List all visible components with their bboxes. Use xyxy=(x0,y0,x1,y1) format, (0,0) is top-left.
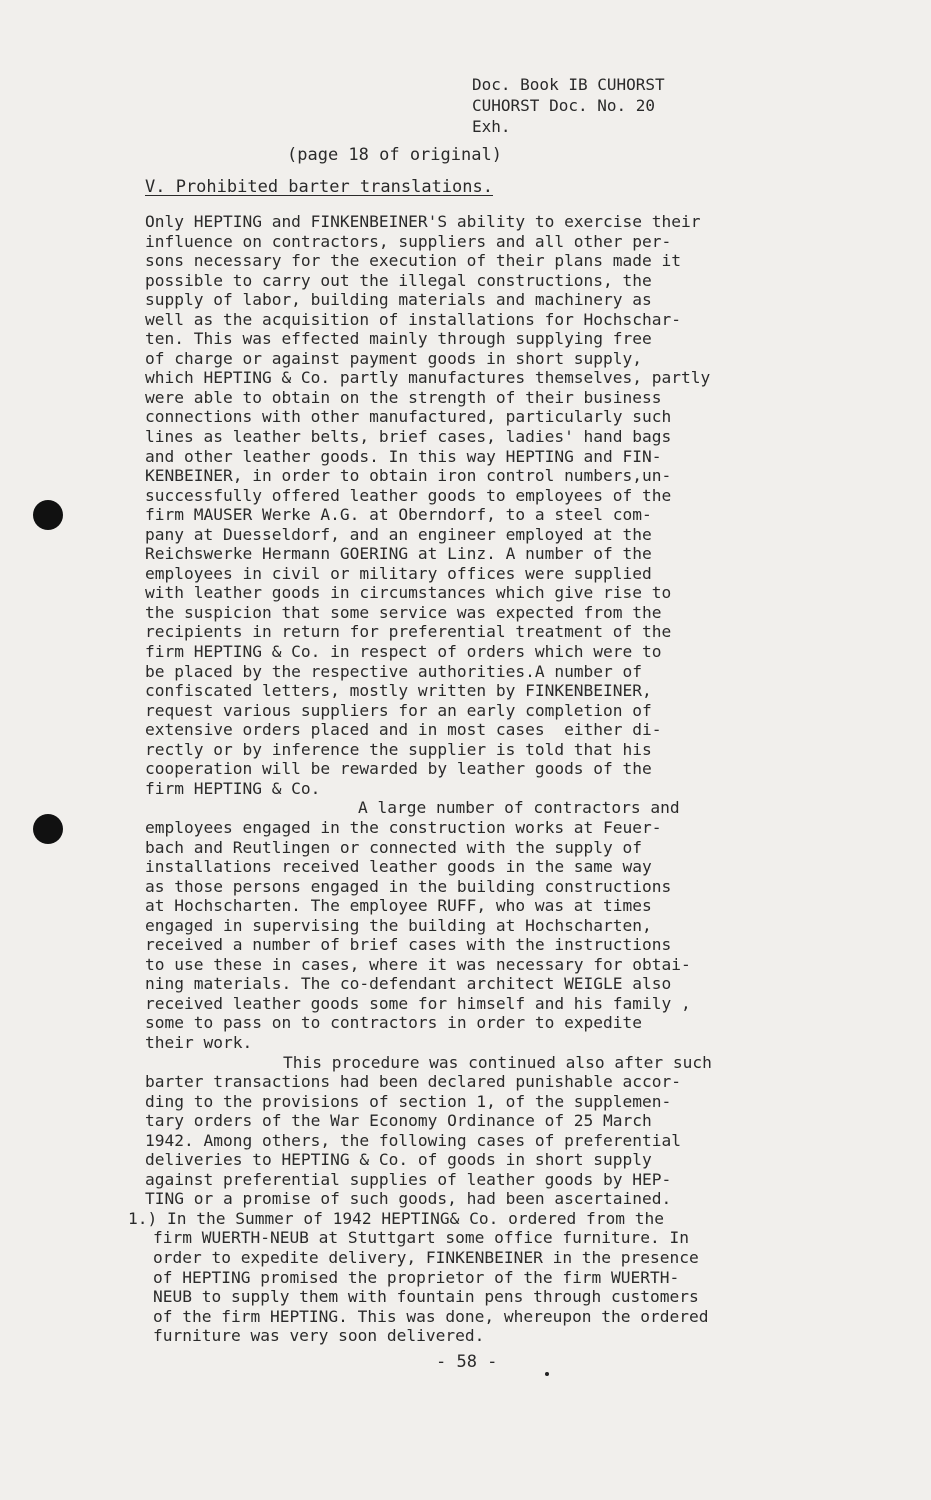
text-line: This procedure was continued also after such xyxy=(283,1052,712,1072)
text-line: engaged in supervising the building at Hochscharten, xyxy=(145,915,652,935)
text-line: barter transactions had been declared punishable accor- xyxy=(145,1072,682,1092)
text-line: pany at Duesseldorf, and an engineer employed at the xyxy=(145,524,652,544)
text-line: TING or a promise of such goods, had been ascertained. xyxy=(145,1189,672,1209)
text-line: received leather goods some for himself and his family , xyxy=(145,993,691,1013)
original-page-note: (page 18 of original) xyxy=(287,145,502,165)
text-line: the suspicion that some service was expected from the xyxy=(145,602,662,622)
text-line: 1.) In the Summer of 1942 HEPTING& Co. ordered from the xyxy=(128,1208,665,1228)
text-line: Reichswerke Hermann GOERING at Linz. A number of the xyxy=(145,544,652,564)
text-line: be placed by the respective authorities.A number of xyxy=(145,661,643,681)
text-line: as those persons engaged in the building constructions xyxy=(145,876,672,896)
text-line: rectly or by inference the supplier is told that his xyxy=(145,739,652,759)
text-line: tary orders of the War Economy Ordinance of 25 March xyxy=(145,1111,652,1131)
text-line: which HEPTING & Co. partly manufactures themselves, partly xyxy=(145,368,711,388)
text-line: furniture was very soon delivered. xyxy=(153,1326,485,1346)
text-line: influence on contractors, suppliers and all other per- xyxy=(145,231,672,251)
punch-hole xyxy=(33,814,63,844)
text-line: A large number of contractors and xyxy=(358,798,680,818)
text-line: employees in civil or military offices were supplied xyxy=(145,563,652,583)
header-line: CUHORST Doc. No. 20 xyxy=(472,96,656,115)
text-line: KENBEINER, in order to obtain iron control numbers,un- xyxy=(145,466,672,486)
text-line: sons necessary for the execution of their plans made it xyxy=(145,251,682,271)
text-line: lines as leather belts, brief cases, ladies' hand bags xyxy=(145,427,672,447)
text-line: extensive orders placed and in most cases either di- xyxy=(145,720,662,740)
text-line: ning materials. The co-defendant architect WEIGLE also xyxy=(145,974,672,994)
text-line: NEUB to supply them with fountain pens through customers xyxy=(153,1287,699,1307)
text-line: to use these in cases, where it was necessary for obtai- xyxy=(145,954,691,974)
text-line: order to expedite delivery, FINKENBEINER in the presence xyxy=(153,1247,699,1267)
text-line: supply of labor, building materials and machinery as xyxy=(145,290,652,310)
page-number: - 58 - xyxy=(436,1352,498,1372)
header-line: Exh. xyxy=(472,117,511,136)
document-header xyxy=(472,74,665,137)
text-line: of the firm HEPTING. This was done, whereupon the ordered xyxy=(153,1306,709,1326)
header-line: Doc. Book IB CUHORST xyxy=(472,75,665,94)
text-line: bach and Reutlingen or connected with the supply of xyxy=(145,837,643,857)
text-line: of charge or against payment goods in short supply, xyxy=(145,348,643,368)
text-line: some to pass on to contractors in order to expedite xyxy=(145,1013,643,1033)
text-line: employees engaged in the construction works at Feuer- xyxy=(145,817,662,837)
text-line: at Hochscharten. The employee RUFF, who was at times xyxy=(145,896,652,916)
text-line: connections with other manufactured, particularly such xyxy=(145,407,672,427)
text-line: recipients in return for preferential treatment of the xyxy=(145,622,672,642)
ink-speck xyxy=(545,1372,549,1376)
text-line: and other leather goods. In this way HEPTING and FIN- xyxy=(145,446,662,466)
text-line: firm WUERTH-NEUB at Stuttgart some office furniture. In xyxy=(153,1228,690,1248)
text-line: were able to obtain on the strength of their business xyxy=(145,387,662,407)
text-line: ten. This was effected mainly through supplying free xyxy=(145,329,652,349)
text-line: confiscated letters, mostly written by FINKENBEINER, xyxy=(145,681,652,701)
text-line: with leather goods in circumstances which give rise to xyxy=(145,583,672,603)
text-line: received a number of brief cases with the instructions xyxy=(145,935,672,955)
text-line: request various suppliers for an early completion of xyxy=(145,700,652,720)
text-line: cooperation will be rewarded by leather goods of the xyxy=(145,759,652,779)
body-text xyxy=(128,212,835,1346)
text-line: installations received leather goods in the same way xyxy=(145,857,652,877)
text-line: 1942. Among others, the following cases of preferential xyxy=(145,1130,682,1150)
text-line: firm HEPTING & Co. in respect of orders which were to xyxy=(145,642,662,662)
section-title: V. Prohibited barter translations. xyxy=(145,177,493,197)
text-line: well as the acquisition of installations for Hochschar- xyxy=(145,309,682,329)
text-line: deliveries to HEPTING & Co. of goods in short supply xyxy=(145,1150,652,1170)
text-line: firm HEPTING & Co. xyxy=(145,778,321,798)
text-line: firm MAUSER Werke A.G. at Oberndorf, to a steel com- xyxy=(145,505,652,525)
text-line: their work. xyxy=(145,1032,253,1052)
text-line: of HEPTING promised the proprietor of the firm WUERTH- xyxy=(153,1267,680,1287)
text-line: successfully offered leather goods to employees of the xyxy=(145,485,672,505)
text-line: Only HEPTING and FINKENBEINER'S ability to exercise their xyxy=(145,212,701,231)
text-line: possible to carry out the illegal constructions, the xyxy=(145,270,652,290)
text-line: against preferential supplies of leather goods by HEP- xyxy=(145,1169,672,1189)
text-line: ding to the provisions of section 1, of the supplemen- xyxy=(145,1091,672,1111)
punch-hole xyxy=(33,500,63,530)
